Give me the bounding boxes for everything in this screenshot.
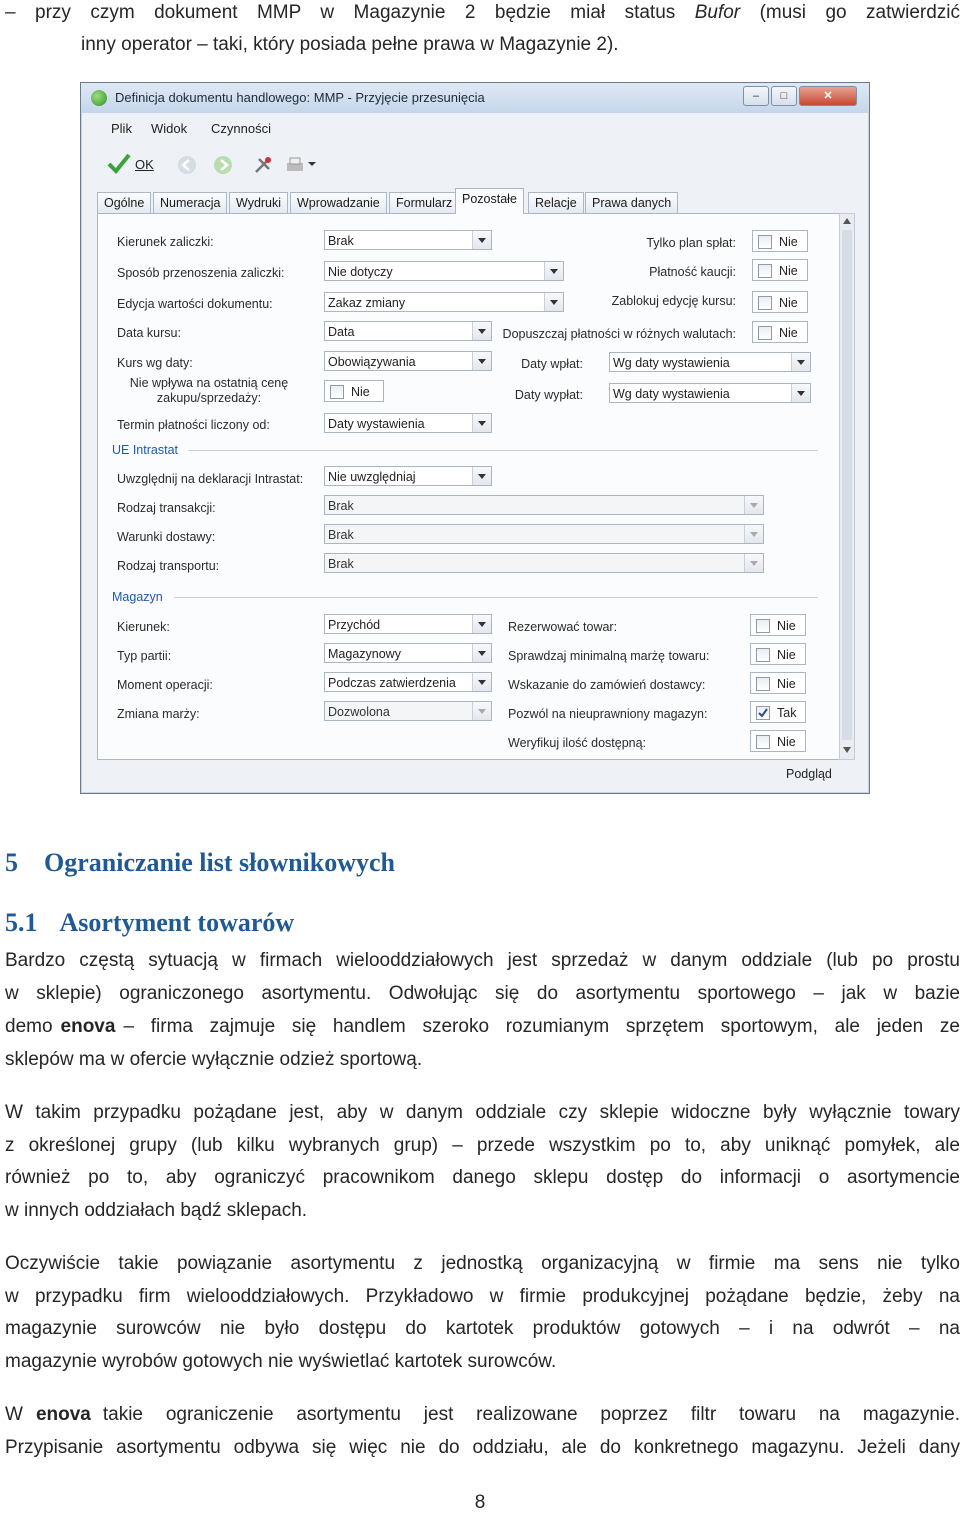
- text-rest: – firma zajmuje się handlem szeroko rozumianym sprzętem sportowym, ale jeden ze: [123, 1016, 960, 1037]
- minimize-button[interactable]: –: [743, 86, 769, 106]
- paragraph-line: magazynie wyrobów gotowych nie wyświetlać kartotek surowców.: [5, 1351, 557, 1372]
- heading-1: [5, 848, 395, 878]
- zmiana-marzy-select[interactable]: [324, 701, 492, 721]
- intro-italic: Bufor: [694, 2, 741, 23]
- wskazanie-zamowien-checkbox[interactable]: [750, 672, 806, 694]
- chevron-down-icon[interactable]: [307, 159, 317, 169]
- tools-icon[interactable]: [253, 155, 273, 175]
- checkbox-box[interactable]: [756, 677, 770, 691]
- field-label: Wskazanie do zamówień dostawcy:: [508, 678, 706, 692]
- select-value: Brak: [328, 557, 354, 571]
- intrastat-select[interactable]: [324, 466, 492, 486]
- field-label: Zmiana marży:: [117, 707, 200, 721]
- tylko-plan-splat-checkbox[interactable]: [752, 230, 808, 252]
- rezerwowac-checkbox[interactable]: [750, 614, 806, 636]
- tab-numeracja[interactable]: Numeracja: [153, 192, 227, 213]
- chevron-down-icon[interactable]: [544, 262, 563, 280]
- paragraph-line: [5, 1011, 960, 1043]
- tab-wydruki[interactable]: Wydruki: [229, 192, 288, 213]
- checkbox-box[interactable]: [758, 235, 772, 249]
- field-label: Uwzględnij na deklaracji Intrastat:: [117, 472, 304, 486]
- select-value: Brak: [328, 528, 354, 542]
- edycja-wartosci-select[interactable]: [324, 292, 564, 312]
- tab-formularz[interactable]: Formularz: [389, 192, 459, 213]
- field-label: Zablokuj edycję kursu:: [611, 294, 736, 308]
- checkbox-label: Nie: [777, 619, 796, 633]
- select-value: Przychód: [328, 618, 381, 632]
- kierunek-zaliczki-select[interactable]: [324, 230, 492, 250]
- field-label: Termin płatności liczony od:: [117, 418, 270, 432]
- paragraph-line: magazynie surowców nie było dostępu do kartotek produktów gotowych – i na odwrót – na: [5, 1318, 960, 1339]
- paragraph-line: również po to, aby ograniczyć pracownikom danego sklepu dostęp do informacji o asortymencie: [5, 1167, 960, 1188]
- paragraph-line: W takim przypadku pożądane jest, aby w danym oddziale czy sklepie widoczne były wyłącznie towary: [5, 1102, 960, 1123]
- checkbox-label: Nie: [777, 735, 796, 749]
- field-label: Weryfikuj ilość dostępną:: [508, 736, 647, 750]
- select-value: Nie uwzględniaj: [328, 470, 416, 484]
- chevron-down-icon[interactable]: [472, 615, 491, 633]
- field-label: Pozwól na nieuprawniony magazyn:: [508, 707, 708, 721]
- field-label: Edycja wartości dokumentu:: [117, 297, 273, 311]
- chevron-down-icon[interactable]: [472, 231, 491, 249]
- field-label: Kurs wg daty:: [117, 356, 193, 370]
- checkbox-box[interactable]: [758, 264, 772, 278]
- select-value: Wg daty wystawienia: [613, 387, 730, 401]
- checkbox-box[interactable]: [758, 326, 772, 340]
- daty-wplat-select[interactable]: [609, 352, 811, 372]
- paragraph-line: w innych oddziałach bądź sklepach.: [5, 1200, 308, 1221]
- checkbox-label: Nie: [779, 235, 798, 249]
- tab-prawa-danych[interactable]: Prawa danych: [585, 192, 678, 213]
- field-label: Nie wpływa na ostatnią cenę zakupu/sprzedaży:: [129, 376, 289, 405]
- tab-wprowadzanie[interactable]: Wprowadzanie: [290, 192, 387, 213]
- field-label: Typ partii:: [117, 649, 172, 663]
- vertical-scrollbar[interactable]: [839, 213, 855, 760]
- paragraph-line: sklepów ma w ofercie wyłącznie odzież sportową.: [5, 1049, 423, 1070]
- termin-platnosci-select[interactable]: [324, 413, 492, 433]
- chevron-down-icon[interactable]: [791, 353, 810, 371]
- maximize-button[interactable]: □: [771, 86, 797, 106]
- chevron-down-icon[interactable]: [791, 384, 810, 402]
- checkbox-label: Nie: [777, 648, 796, 662]
- select-value: Brak: [328, 499, 354, 513]
- paragraph-line: z określonej grupy (lub kilku wybranych grup) – przede wszystkim po to, aby uniknąć pomyłek, ale: [5, 1135, 960, 1156]
- checkbox-label: Nie: [777, 677, 796, 691]
- rodzaj-transportu-select[interactable]: [324, 553, 764, 573]
- checkbox-label: Nie: [351, 385, 370, 399]
- chevron-down-icon[interactable]: [544, 293, 563, 311]
- warunki-dostawy-select[interactable]: [324, 524, 764, 544]
- app-icon: [91, 90, 107, 106]
- chevron-down-icon[interactable]: [472, 644, 491, 662]
- forward-icon[interactable]: [213, 155, 233, 175]
- checkmark-icon: [757, 707, 769, 719]
- paragraph-line: Przypisanie asortymentu odbywa się więc nie do oddziału, ale do konkretnego magazynu. Jeżeli dany: [5, 1437, 960, 1458]
- dopuszczaj-platnosci-checkbox[interactable]: [752, 321, 808, 343]
- select-value: Data: [328, 325, 355, 339]
- ok-button[interactable]: OK: [135, 157, 154, 172]
- heading-text: Ograniczanie list słownikowych: [44, 848, 396, 877]
- kierunek-select[interactable]: [324, 614, 492, 634]
- paragraph-line: w przypadku firm wielooddziałowych. Przykładowo w firmie produkcyjnej pożądane będzie, żeby na: [5, 1286, 960, 1307]
- intro-line-1: [5, 0, 960, 29]
- data-kursu-select[interactable]: [324, 321, 492, 341]
- field-label: Płatność kaucji:: [649, 265, 736, 279]
- tab-ogolne[interactable]: Ogólne: [97, 192, 151, 213]
- title-bar: [81, 83, 869, 113]
- text-enova-bold: enova: [35, 1404, 91, 1425]
- select-value: Dozwolona: [328, 705, 390, 719]
- settings-panel: [97, 213, 841, 760]
- field-label: Kierunek zaliczki:: [117, 235, 214, 249]
- field-label: Tylko plan spłat:: [646, 236, 736, 250]
- menu-czynnosci[interactable]: Czynności: [211, 121, 271, 136]
- daty-wyplat-select[interactable]: [609, 383, 811, 403]
- checkbox-box[interactable]: [758, 296, 772, 310]
- chevron-down-icon[interactable]: [472, 352, 491, 370]
- text-rest: takie ograniczenie asortymentu jest realizowane poprzez filtr towaru na magazynie.: [102, 1404, 960, 1425]
- tab-relacje[interactable]: Relacje: [528, 192, 584, 213]
- rodzaj-transakcji-select[interactable]: [324, 495, 764, 515]
- select-value: Magazynowy: [328, 647, 401, 661]
- heading-number: 5: [5, 848, 18, 877]
- field-label: Warunki dostawy:: [117, 530, 216, 544]
- select-value: Zakaz zmiany: [328, 296, 406, 310]
- select-value: Daty wystawienia: [328, 417, 425, 431]
- field-label: Sposób przenoszenia zaliczki:: [117, 266, 285, 280]
- section-magazyn[interactable]: Magazyn: [112, 590, 163, 604]
- field-label: Kierunek:: [117, 620, 170, 634]
- weryfikuj-ilosc-checkbox[interactable]: [750, 730, 806, 752]
- scroll-down-icon[interactable]: [843, 747, 851, 753]
- intro-text-after: (musi go zatwierdzić: [740, 2, 960, 23]
- checkbox-box[interactable]: [756, 648, 770, 662]
- paragraph-line: w sklepie) ograniczonego asortymentu. Odwołując się do asortymentu sportowego – jak w bazie: [5, 983, 960, 1004]
- field-label: Rodzaj transportu:: [117, 559, 220, 573]
- select-value: Brak: [328, 234, 354, 248]
- scroll-up-icon[interactable]: [843, 218, 851, 224]
- select-value: Nie dotyczy: [328, 265, 393, 279]
- checkbox-box[interactable]: [756, 706, 770, 720]
- heading-text: Asortyment towarów: [59, 908, 295, 937]
- back-icon[interactable]: [177, 155, 197, 175]
- text-enova-bold: enova: [60, 1016, 116, 1037]
- intro-text: – przy czym dokument MMP w Magazynie 2 będzie miał status: [5, 2, 695, 23]
- chevron-down-icon[interactable]: [472, 414, 491, 432]
- kurs-wg-daty-select[interactable]: [324, 351, 492, 371]
- paragraph-line: Bardzo częstą sytuacją w firmach wielooddziałowych jest sprzedaż w danym oddziale (lub po prostu: [5, 950, 960, 971]
- checkmark-icon[interactable]: [107, 151, 131, 175]
- print-icon[interactable]: [285, 155, 305, 175]
- field-label: Moment operacji:: [117, 678, 213, 692]
- select-value: Podczas zatwierdzenia: [328, 676, 456, 690]
- section-divider: [174, 597, 818, 598]
- chevron-down-icon[interactable]: [472, 673, 491, 691]
- heading-2: [5, 908, 294, 938]
- intro-line-2: inny operator – taki, który posiada pełne prawa w Magazynie 2).: [81, 34, 619, 55]
- scroll-thumb[interactable]: [842, 230, 852, 740]
- window-title: Definicja dokumentu handlowego: MMP - Przyjęcie przesunięcia: [115, 90, 485, 105]
- menu-plik[interactable]: Plik: [111, 121, 132, 136]
- platnosc-kaucji-checkbox[interactable]: [752, 259, 808, 281]
- checkbox-label: Nie: [779, 326, 798, 340]
- chevron-down-icon[interactable]: [472, 702, 491, 720]
- preview-button[interactable]: Podgląd: [786, 767, 832, 781]
- text-demo: demo: [5, 1016, 53, 1037]
- select-value: Wg daty wystawienia: [613, 356, 730, 370]
- chevron-down-icon[interactable]: [472, 467, 491, 485]
- nie-wplywa-checkbox[interactable]: [324, 380, 384, 402]
- zablokuj-edycje-checkbox[interactable]: [752, 291, 808, 313]
- text-w: W: [5, 1404, 23, 1425]
- heading-number: 5.1: [5, 908, 38, 937]
- paragraph-line: Oczywiście takie powiązanie asortymentu z jednostką organizacyjną w firmie ma sens nie tylko: [5, 1253, 960, 1274]
- page-number: 8: [474, 1492, 486, 1513]
- section-ue-intrastat[interactable]: UE Intrastat: [112, 443, 178, 457]
- checkbox-label: Nie: [779, 296, 798, 310]
- chevron-down-icon[interactable]: [744, 554, 763, 572]
- chevron-down-icon[interactable]: [472, 322, 491, 340]
- chevron-down-icon[interactable]: [744, 525, 763, 543]
- checkbox-label: Tak: [777, 706, 797, 720]
- checkbox-label: Nie: [779, 264, 798, 278]
- typ-partii-select[interactable]: [324, 643, 492, 663]
- menu-widok[interactable]: Widok: [151, 121, 188, 136]
- moment-operacji-select[interactable]: [324, 672, 492, 692]
- chevron-down-icon[interactable]: [744, 496, 763, 514]
- toolbar: [95, 149, 853, 183]
- field-label: Data kursu:: [117, 326, 181, 340]
- sposob-przenoszenia-select[interactable]: [324, 261, 564, 281]
- field-label: Daty wpłat:: [521, 357, 583, 371]
- field-label: Rezerwować towar:: [508, 620, 618, 634]
- checkbox-box[interactable]: [756, 619, 770, 633]
- checkbox-box[interactable]: [330, 385, 344, 399]
- field-label: Sprawdzaj minimalną marżę towaru:: [508, 649, 710, 663]
- checkbox-box[interactable]: [756, 735, 770, 749]
- field-label: Daty wypłat:: [514, 388, 583, 402]
- field-label: Dopuszczaj płatności w różnych walutach:: [502, 327, 736, 341]
- tab-pozostale[interactable]: Pozostałe: [455, 188, 524, 214]
- section-divider: [188, 450, 818, 451]
- field-label: Rodzaj transakcji:: [117, 501, 216, 515]
- select-value: Obowiązywania: [328, 355, 416, 369]
- pozwol-nieuprawniony-checkbox[interactable]: [750, 701, 806, 723]
- sprawdzaj-marze-checkbox[interactable]: [750, 643, 806, 665]
- close-button[interactable]: ✕: [799, 86, 857, 106]
- paragraph-line: [5, 1399, 960, 1431]
- app-window: [80, 82, 870, 794]
